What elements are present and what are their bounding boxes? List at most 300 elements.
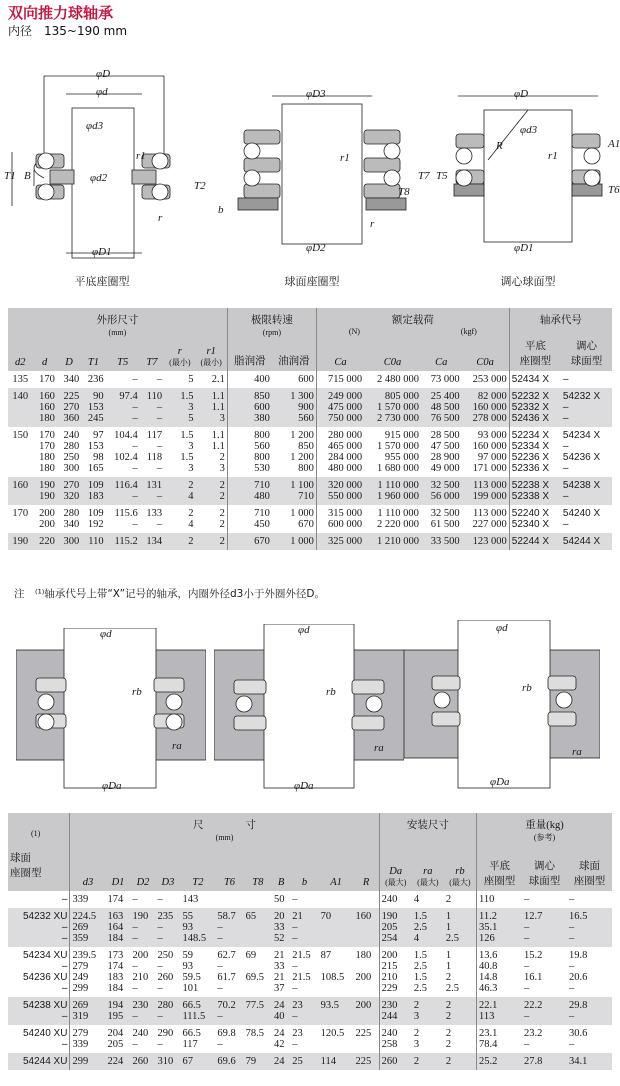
cell2-col-15: 27.8 <box>522 1053 567 1070</box>
cell2-col-12: 4 <box>413 894 420 905</box>
cell-col-2: 236 <box>87 374 104 385</box>
cell-col-4: 131 – <box>140 477 164 505</box>
cell-col-5: 2 4 <box>164 477 195 505</box>
cell-col-12: 82 000 160 000 278 000 <box>462 388 510 427</box>
cell-d2: 135 <box>12 374 29 385</box>
table-row <box>8 891 612 908</box>
cell2-col-10: 225 <box>354 1053 380 1070</box>
table-row <box>8 505 612 533</box>
cell-col-11: 28 500 47 500 28 900 49 000 <box>430 430 460 474</box>
cell-col-3: 97.4 – – <box>106 388 140 427</box>
label-rb: rb <box>522 682 532 694</box>
cell-col-3: – <box>132 374 138 385</box>
cell-col-14: 54238 X – <box>561 477 612 505</box>
cell-col-8: 1 000 670 <box>290 508 314 530</box>
cell-col-11: 73 000 <box>430 374 460 385</box>
label-R: R <box>496 140 503 152</box>
cell-col-4: – <box>156 374 163 385</box>
cell-d2: 150 <box>12 430 29 441</box>
cell-col-14: 54240 X – <box>562 508 601 530</box>
cell-col-8: 600 <box>298 374 314 385</box>
col2-B: B <box>272 850 290 891</box>
cell-col-12: 123 000 <box>462 533 510 550</box>
cell-col-4: 134 <box>140 533 164 550</box>
cell2-col-6: 78.5 <box>245 1028 265 1039</box>
cell-col-8: 1 300 900 560 <box>272 388 316 427</box>
col2-install-note: (最大) <box>449 878 471 887</box>
cell2-col-14: 22.1 113 <box>477 997 523 1025</box>
cell2-col-1: 224 <box>106 1053 131 1070</box>
caption-spherical-seat: 球面座圈型 <box>284 275 340 288</box>
cell2-col-2: – <box>132 894 138 905</box>
cell-col-10: 1 110 000 1 960 000 <box>364 477 421 505</box>
cell2-col-15: 23.2 – <box>524 1028 543 1050</box>
label-b: b <box>218 204 224 216</box>
label-ra: ra <box>572 746 582 758</box>
col2-D1: D1 <box>106 850 131 891</box>
table1-body <box>8 371 612 550</box>
label-r: r <box>158 212 163 224</box>
cell2-col-13: 2 <box>445 894 452 905</box>
cell2-col-10: 200 <box>354 997 380 1025</box>
cell2-col-14: 11.2 35.1 126 <box>477 908 523 947</box>
cell2-col-11: 240 258 <box>379 1025 412 1053</box>
cell2-col-11: 230 244 <box>379 997 412 1025</box>
cell2-col-16: 29.8 – <box>567 997 612 1025</box>
table-row <box>8 1053 612 1070</box>
col-r1-label: r1 <box>206 346 216 357</box>
label-d: φd <box>298 624 310 636</box>
cell-col-2: 109 192 <box>87 508 104 530</box>
col2-install-Da <box>379 850 412 891</box>
cell2-col-11: 200 215 210 229 <box>379 947 412 997</box>
header-type-note: (1) <box>31 829 41 838</box>
cell2-col-8: 23 – <box>290 997 318 1025</box>
cell-col-5: 2 <box>164 533 195 550</box>
caption-self-aligning: 调心球面型 <box>500 275 556 288</box>
cell2-col-16: 19.8 – 20.6 – <box>568 950 588 994</box>
label-Da: φDa <box>294 780 314 792</box>
cell-code: 54234 XU – 54236 XU – <box>22 950 68 994</box>
header-load-kgf: (kgf) <box>460 327 477 336</box>
cell-col-14: 54244 X <box>561 533 612 550</box>
cell2-col-10 <box>354 891 380 908</box>
cell2-col-11: 190 205 254 <box>379 908 412 947</box>
cell2-col-9: 93.5 <box>319 997 354 1025</box>
col-d: d <box>32 338 56 371</box>
cell-col-5: 1.5 3 1.5 3 <box>180 430 194 474</box>
cell2-col-3: 290 – <box>157 1028 174 1050</box>
cell-col-12: 113 000 199 000 <box>462 477 510 505</box>
col2-A1: A1 <box>319 850 354 891</box>
cell-col-13: 52232 X 52332 X 52436 X <box>509 388 561 427</box>
cell-col-5: 5 <box>188 374 194 385</box>
cell2-col-0: 279 339 <box>70 1025 106 1053</box>
label-r1: r1 <box>548 150 558 162</box>
table-row <box>8 997 612 1025</box>
cell-col-4: 133 – <box>146 508 163 530</box>
cell2-col-10: 225 <box>355 1028 372 1039</box>
cell-col-12: 113 000 227 000 <box>472 508 507 530</box>
cell-col-7: 400 <box>227 371 271 388</box>
cell-col-10: 915 000 1 570 000 955 000 1 680 000 <box>376 430 419 474</box>
label-d2: φd2 <box>90 172 108 184</box>
header-load <box>316 308 509 338</box>
cell-col-2: 110 <box>81 533 105 550</box>
cell-col-1: 225 270 360 <box>57 388 81 427</box>
label-T6: T6 <box>608 184 620 196</box>
cell2-col-6: 69 69.5 <box>245 950 265 983</box>
cell-col-9: 715 000 <box>316 371 364 388</box>
cell-col-7: 670 <box>227 533 271 550</box>
cell-code: – <box>61 894 68 905</box>
cell2-col-3: 235 – – <box>155 908 180 947</box>
cell-col-0: 160 160 180 <box>32 388 56 427</box>
col-D: D <box>57 338 81 371</box>
cell2-col-0: 269 319 <box>70 997 106 1025</box>
cell-col-1: 280 340 <box>63 508 80 530</box>
cell-col-13: 52434 X <box>509 371 561 388</box>
install-dimensions-table <box>8 813 612 1070</box>
cell-col-2: 97 153 98 165 <box>87 430 104 474</box>
cell-col-11: 32 500 61 500 <box>430 508 460 530</box>
caption-flat-seat: 平底座圈型 <box>74 275 130 288</box>
cell2-col-5: 69.6 <box>215 1053 243 1070</box>
cell2-col-4: 66.5 111.5 <box>180 997 215 1025</box>
header-dims2 <box>70 813 379 850</box>
label-r: r <box>370 218 375 230</box>
col-oil: 油润滑 <box>272 338 316 371</box>
col-r-note: (最小) <box>169 358 191 367</box>
cell2-col-12: 2 <box>412 1053 444 1070</box>
cell2-col-6: 79 <box>244 1053 272 1070</box>
cell-col-7: 710 480 <box>227 477 271 505</box>
col2-T8: T8 <box>244 850 272 891</box>
header-weight-label: 重量(kg) <box>525 820 564 831</box>
cell-col-5: 2 4 <box>188 508 194 530</box>
diagram-install-1 <box>16 628 206 798</box>
cell2-col-3: – <box>157 894 163 905</box>
cell2-col-4: 66.5 117 <box>182 1028 201 1050</box>
cell-col-6: 2 <box>195 533 227 550</box>
col2-install-rb <box>444 850 477 891</box>
cell2-col-4: 143 <box>182 894 199 905</box>
cell2-col-5: 70.2 – <box>215 997 243 1025</box>
label-rb: rb <box>326 686 336 698</box>
cell2-col-8: 25 <box>290 1053 318 1070</box>
cell2-col-14: 110 <box>477 891 523 908</box>
col2-weight-2: 球面 座圈型 <box>567 850 612 891</box>
cell-col-0: 220 <box>32 533 56 550</box>
cell2-col-4: 67 <box>180 1053 215 1070</box>
header-weight <box>477 813 612 850</box>
cell2-col-0: 299 <box>70 1053 106 1070</box>
table2-column-headers <box>8 850 612 891</box>
cell2-col-15: 12.7 – – <box>522 908 567 947</box>
cell2-col-13: 2 <box>444 1053 477 1070</box>
cell-col-4: 110 – – <box>140 388 164 427</box>
label-B: B <box>24 170 31 182</box>
cell2-col-16: – <box>568 894 575 905</box>
cell-col-5: 1.5 3 5 <box>164 388 195 427</box>
table2-body <box>8 891 612 1070</box>
diagram-install-2 <box>214 624 404 794</box>
cell2-col-5: 58.7 – – <box>215 908 243 947</box>
cell2-col-7: 24 40 <box>272 997 290 1025</box>
cell2-col-5: 62.7 – 61.7 – <box>217 950 236 994</box>
page-title: 双向推力球轴承 <box>8 4 114 22</box>
diagram-install-3 <box>404 620 600 790</box>
label-d: φd <box>100 628 112 640</box>
col2-install-ra <box>412 850 444 891</box>
label-d3: φd3 <box>86 120 104 132</box>
diagram-spherical-seat <box>232 90 412 250</box>
header-speed <box>227 308 316 338</box>
header-speed-unit: (rpm) <box>262 328 281 337</box>
col2-weight-1: 调心 球面型 <box>522 850 567 891</box>
cell2-col-7: 24 42 <box>273 1028 285 1050</box>
cell-col-10: 805 000 1 570 000 2 730 000 <box>364 388 421 427</box>
header-load-n: (N) <box>348 327 360 336</box>
header-type <box>8 813 70 891</box>
cell-col-11: 25 400 48 500 76 500 <box>421 388 462 427</box>
cell2-col-13: 1 1 2 2.5 <box>445 950 459 994</box>
cell2-col-8: 21.5 – 21.5 – <box>292 950 311 994</box>
col-r <box>164 338 195 371</box>
cell-col-4: 117 – 118 – <box>146 430 163 474</box>
cell-col-0: 200 200 <box>39 508 55 530</box>
cell-col-2: 109 183 <box>81 477 105 505</box>
label-Da: φDa <box>490 776 510 788</box>
footnote: 注 ⁽¹⁾轴承代号上带“X”记号的轴承，内圈外径d3小于外圈外径D。 <box>14 588 325 600</box>
label-ra: ra <box>172 740 182 752</box>
label-D: φD <box>96 68 111 80</box>
cell2-col-15: 22.2 – <box>522 997 567 1025</box>
cell-col-0: 190 190 <box>32 477 56 505</box>
cell-code: 54238 XU – <box>8 997 70 1025</box>
cell2-col-12: 1.5 2.5 1.5 2.5 <box>413 950 427 994</box>
col2-b: b <box>290 850 318 891</box>
col2-R: R <box>354 850 380 891</box>
header-speed-label: 极限转速 <box>250 315 293 326</box>
cell2-col-15: – <box>524 894 530 905</box>
cell2-col-8: 23 – <box>292 1028 303 1050</box>
header-type-label: 球面 座圈型 <box>10 853 42 879</box>
cell2-col-16: 34.1 <box>567 1053 612 1070</box>
cell-d2: 160 <box>8 477 32 505</box>
header-dims2-label: 尺 寸 <box>193 820 257 831</box>
col-T1: T1 <box>81 338 105 371</box>
cell2-col-3: 250 – 260 – <box>157 950 174 994</box>
cell2-col-13: 2 2 <box>445 1028 452 1050</box>
cell2-col-11: 240 <box>379 891 412 908</box>
header-install: 安装尺寸 <box>379 813 476 850</box>
cell2-col-2: 230 – <box>131 997 156 1025</box>
cell2-col-0: 339 <box>70 891 106 908</box>
cell2-col-12: 2 3 <box>412 997 444 1025</box>
header-dims2-unit: (mm) <box>215 833 234 842</box>
cell-col-12: 253 000 <box>472 374 507 385</box>
cell2-col-14: 25.2 <box>477 1053 523 1070</box>
cell2-col-4: 59 93 59.5 101 <box>182 950 201 994</box>
col2-install-note: (最大) <box>417 878 439 887</box>
col-C0a-kgf: C0a <box>462 338 510 371</box>
col2-install-label: rb <box>455 866 465 877</box>
label-T2: T2 <box>194 180 206 192</box>
label-d: φd <box>96 86 108 98</box>
cell2-col-6: 77.5 <box>244 997 272 1025</box>
header-dims <box>8 308 227 338</box>
cell-col-9: 325 000 <box>316 533 364 550</box>
cell2-col-16: 16.5 – – <box>567 908 612 947</box>
cell2-col-9: 120.5 <box>320 1028 345 1039</box>
col-T7: T7 <box>140 338 164 371</box>
cell-col-13: 52238 X 52338 X <box>509 477 561 505</box>
col2-install-note: (最大) <box>385 878 407 887</box>
cell-col-13: 52244 X <box>509 533 561 550</box>
cell-col-6: 1.1 1.1 3 <box>195 388 227 427</box>
cell-col-6: 2.1 <box>211 374 225 385</box>
label-r1: r1 <box>340 152 350 164</box>
cell2-col-9: 87 108.5 <box>320 950 345 983</box>
table-row <box>8 533 612 550</box>
cell2-col-1: 163 164 184 <box>106 908 131 947</box>
page-subtitle: 内径 135~190 mm <box>8 24 128 38</box>
cell2-col-3: 310 <box>155 1053 180 1070</box>
col-r1 <box>195 338 227 371</box>
cell-col-7: 800 560 800 530 <box>227 427 271 477</box>
cell-col-2: 90 153 245 <box>81 388 105 427</box>
col2-install-label: ra <box>423 866 433 877</box>
cell2-col-1: 174 <box>107 894 124 905</box>
table-row <box>8 477 612 505</box>
cell2-col-0: 239.5 279 249 299 <box>70 947 106 997</box>
cell2-col-9: 114 <box>319 1053 354 1070</box>
cell-d2: 190 <box>8 533 32 550</box>
cell2-col-8: – <box>292 894 298 905</box>
cell2-col-10: 180 200 <box>355 950 372 983</box>
cell2-col-9 <box>319 891 354 908</box>
label-A1: A1 <box>608 138 620 150</box>
col-grease: 脂润滑 <box>227 338 271 371</box>
col2-T6: T6 <box>215 850 243 891</box>
cell-col-8: 1 200 850 1 200 800 <box>290 430 314 474</box>
cell2-col-12: 1.5 2.5 4 <box>412 908 444 947</box>
cell-col-3: 115.2 <box>106 533 140 550</box>
label-T7: T7 <box>418 170 430 182</box>
label-d3: φd3 <box>520 124 538 136</box>
label-ra: ra <box>374 742 384 754</box>
cell-col-13: 52240 X 52340 X <box>509 505 561 533</box>
cell-col-0: 170 <box>39 374 55 385</box>
cell2-col-1: 204 205 <box>107 1028 124 1050</box>
cell2-col-5 <box>215 891 243 908</box>
cell-col-1: 270 320 <box>57 477 81 505</box>
cell2-col-1: 194 195 <box>106 997 131 1025</box>
cell-col-10: 1 210 000 <box>364 533 421 550</box>
cell-col-7: 850 600 380 <box>227 388 271 427</box>
cell-col-11: 32 500 56 000 <box>421 477 462 505</box>
label-T1: T1 <box>4 170 16 182</box>
cell-col-1: 340 <box>63 374 80 385</box>
cell2-col-7: 24 <box>272 1053 290 1070</box>
header-weight-unit: (参考) <box>533 833 556 842</box>
cell2-col-6: 65 <box>244 908 272 947</box>
cell-col-10: 2 480 000 <box>376 374 419 385</box>
label-D2: φD2 <box>306 242 326 254</box>
cell-col-11: 33 500 <box>421 533 462 550</box>
cell2-col-5: 69.8 – <box>217 1028 236 1050</box>
cell2-col-7: 21 33 21 37 <box>273 950 285 994</box>
cell-col-14: 54232 X – – <box>561 388 612 427</box>
cell-col-14: 54234 X – 54236 X – <box>562 430 601 474</box>
cell-col-8: 1 100 710 <box>272 477 316 505</box>
cell-col-6: 1.1 1.1 2 3 <box>211 430 225 474</box>
col2-T2: T2 <box>180 850 215 891</box>
col2-d3: d3 <box>70 850 106 891</box>
label-D3: φD3 <box>306 88 326 100</box>
cell-col-6: 2 2 <box>219 508 225 530</box>
cell-col-3: 116.4 – <box>106 477 140 505</box>
table-row <box>8 427 612 477</box>
col2-D3: D3 <box>155 850 180 891</box>
cell-code: 54244 XU <box>8 1053 70 1070</box>
cell2-col-9: 70 <box>319 908 354 947</box>
cell2-col-12: 2 3 <box>413 1028 420 1050</box>
col-Ca-kgf: Ca <box>421 338 462 371</box>
cell-code: 54240 XU – <box>22 1028 68 1050</box>
cell-col-9: 315 000 600 000 <box>316 505 364 533</box>
cell2-col-11: 260 <box>379 1053 412 1070</box>
col-Ca-n: Ca <box>316 338 364 371</box>
col-T5: T5 <box>106 338 140 371</box>
cell2-col-2: 190 – – <box>131 908 156 947</box>
cell2-col-2: 200 – 210 – <box>132 950 149 994</box>
cell2-col-0: 224.5 269 359 <box>70 908 106 947</box>
cell2-col-14: 23.1 78.4 <box>477 1025 523 1053</box>
cell-col-1: 300 <box>57 533 81 550</box>
cell-code: 54232 XU – – <box>8 908 70 947</box>
cell2-col-2: 260 <box>131 1053 156 1070</box>
table-row <box>8 388 612 427</box>
col-r1-note: (最小) <box>200 358 222 367</box>
label-D1: φD1 <box>92 246 112 258</box>
cell2-col-1: 173 174 183 184 <box>107 950 124 994</box>
cell-col-13: 52234 X 52334 X 52236 X 52336 X <box>509 427 561 477</box>
label-D1: φD1 <box>514 242 534 254</box>
label-d: φd <box>496 622 508 634</box>
header-load-label: 额定载荷 <box>391 315 434 326</box>
cell-col-1: 240 280 250 300 <box>63 430 80 474</box>
cell2-col-7: 20 33 52 <box>272 908 290 947</box>
cell2-col-6 <box>244 891 272 908</box>
table-row <box>8 371 612 388</box>
cell-col-9: 320 000 550 000 <box>316 477 364 505</box>
table-row <box>8 908 612 947</box>
label-rb: rb <box>132 686 142 698</box>
cell-col-6: 2 2 <box>195 477 227 505</box>
cell2-col-7: 50 <box>273 894 285 905</box>
header-dims-label: 外形尺寸 <box>96 315 139 326</box>
cell2-col-16: 30.6 – <box>568 1028 588 1050</box>
cell2-col-4: 55 93 148.5 <box>180 908 215 947</box>
cell2-col-14: 13.6 40.8 14.8 46.3 <box>477 947 523 997</box>
label-Da: φDa <box>102 780 122 792</box>
cell-col-3: 115.6 – <box>114 508 138 530</box>
col-C0a-n: C0a <box>364 338 421 371</box>
cell-col-3: 104.4 – 102.4 – <box>114 430 138 474</box>
cell2-col-10: 160 <box>354 908 380 947</box>
